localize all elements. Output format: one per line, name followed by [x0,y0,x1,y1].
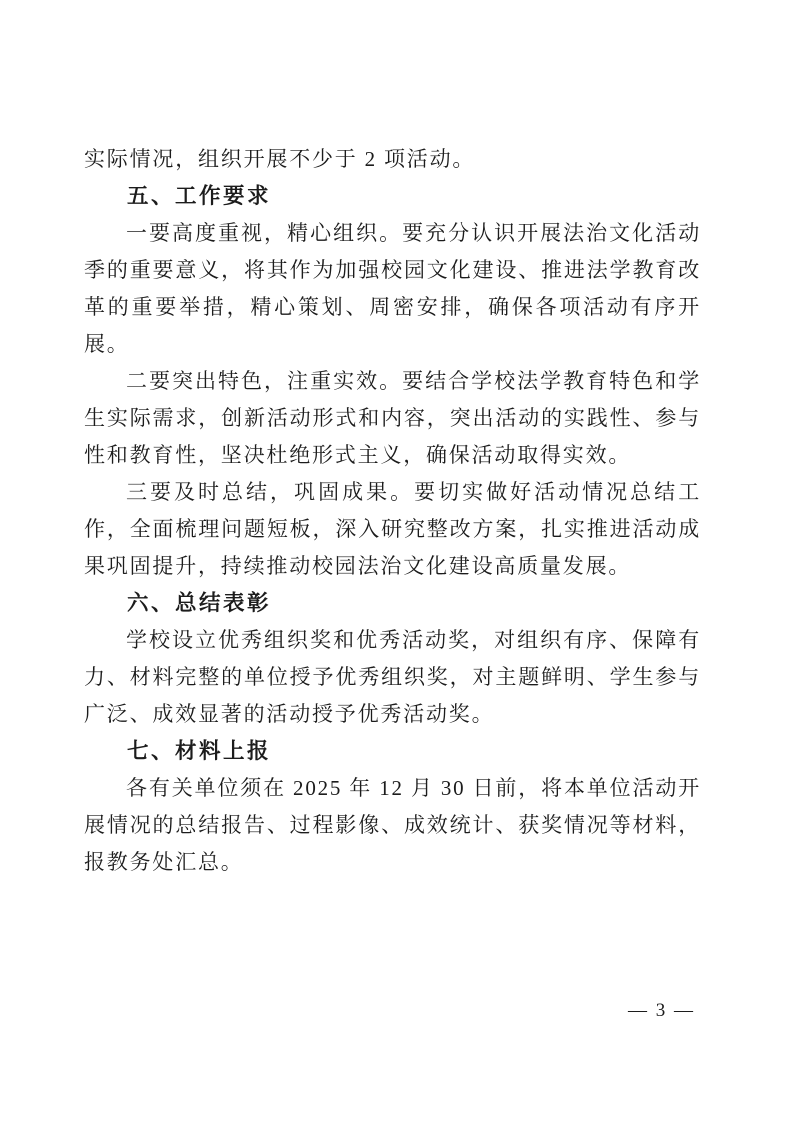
paragraph-continuation: 实际情况，组织开展不少于 2 项活动。 [84,147,476,171]
paragraph-work-requirement-1: 一要高度重视，精心组织。要充分认识开展法治文化活动季的重要意义，将其作为加强校园文化建设、推进法学教育改革的重要举措，精心策划、周密安排，确保各项活动有序开展。 [84,221,701,356]
page-number: — 3 — [628,1000,695,1021]
paragraph-work-requirement-2: 二要突出特色，注重实效。要结合学校法学教育特色和学生实际需求，创新活动形式和内容，突出活动的实践性、参与性和教育性，坚决杜绝形式主义，确保活动取得实效。 [84,369,701,467]
section-heading-material-submission: 七、材料上报 [127,739,272,763]
paragraph-work-requirement-3: 三要及时总结，巩固成果。要切实做好活动情况总结工作，全面梳理问题短板，深入研究整改方案，扎实推进活动成果巩固提升，持续推动校园法治文化建设高质量发展。 [84,480,701,578]
paragraph-awards: 学校设立优秀组织奖和优秀活动奖，对组织有序、保障有力、材料完整的单位授予优秀组织奖，对主题鲜明、学生参与广泛、成效显著的活动授予优秀活动奖。 [84,628,701,726]
section-heading-summary-commendation: 六、总结表彰 [127,591,272,615]
document-body [84,141,701,881]
section-heading-work-requirements: 五、工作要求 [127,184,272,208]
paragraph-material-submission: 各有关单位须在 2025 年 12 月 30 日前，将本单位活动开展情况的总结报告、过程影像、成效统计、获奖情况等材料，报教务处汇总。 [84,776,701,874]
